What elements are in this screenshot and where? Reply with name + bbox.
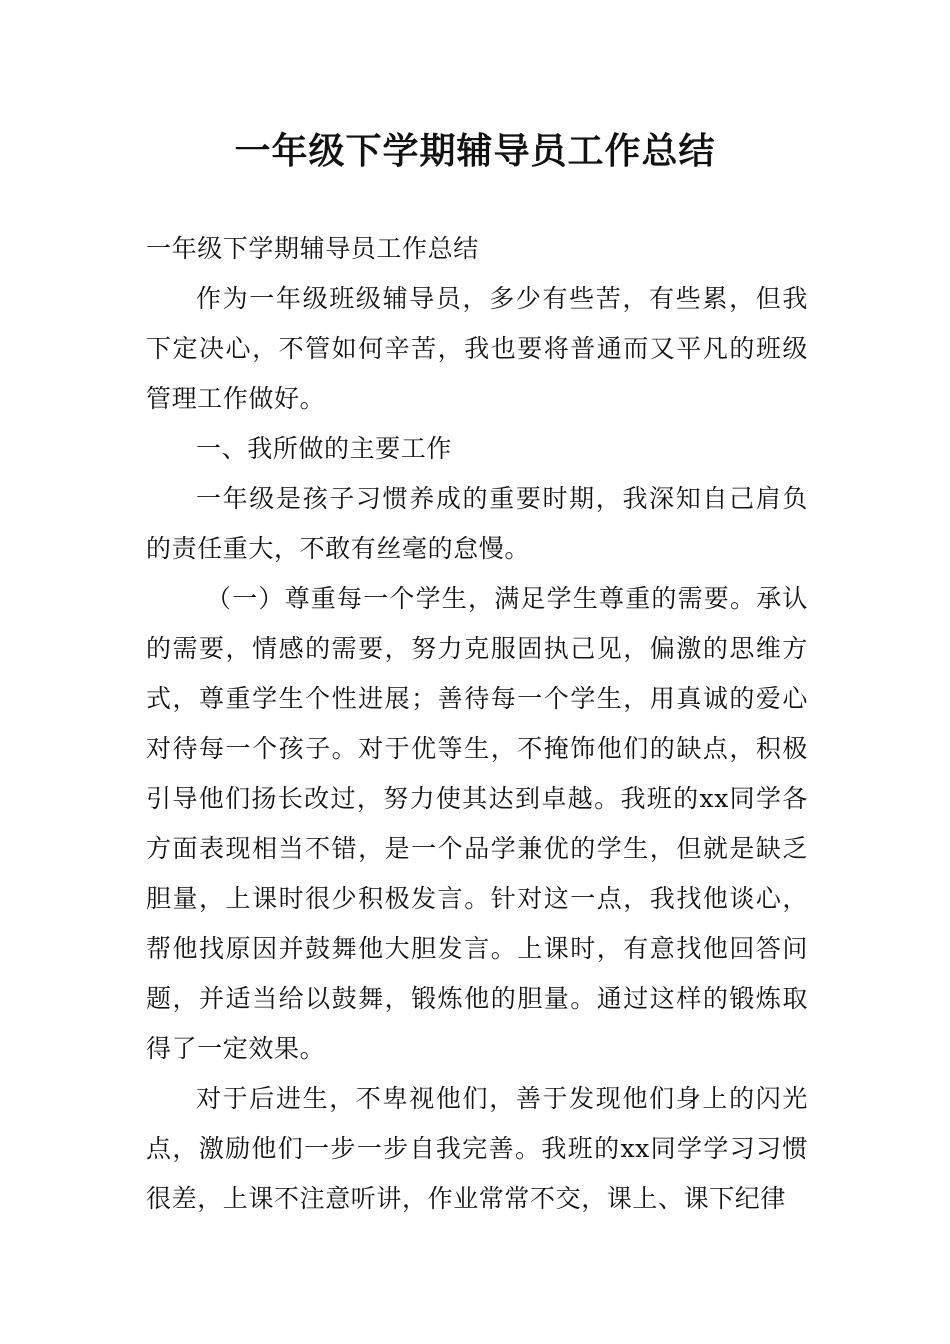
latecomer-paragraph: 对于后进生，不卑视他们，善于发现他们身上的闪光点，激励他们一步一步自我完善。我班的xx同学学习习惯很差，上课不注意听讲，作业常常不交，课上、课下纪律 (146, 1084, 808, 1213)
document-body (146, 224, 808, 1224)
subtitle-paragraph: 一年级下学期辅导员工作总结 (146, 234, 479, 263)
section-heading: 一、我所做的主要工作 (196, 434, 453, 463)
section-intro-paragraph: 一年级是孩子习惯养成的重要时期，我深知自己肩负的责任重大，不敢有丝毫的怠慢。 (146, 484, 808, 563)
subsection-paragraph: （一）尊重每一个学生，满足学生尊重的需要。承认的需要，情感的需要，努力克服固执己见，偏激的思维方式，尊重学生个性进展；善待每一个学生，用真诚的爱心对待每一个孩子。对于优等生，不掩饰他们的缺点，积极引导他们扬长改过，努力使其达到卓越。我班的xx同学各方面表现相当不错，是一个品学兼优的学生，但就是缺乏胆量，上课时很少积极发言。针对这一点，我找他谈心，帮他找原因并鼓舞他大胆发言。上课时，有意找他回答问题，并适当给以鼓舞，锻炼他的胆量。通过这样的锻炼取得了一定效果。 (146, 584, 808, 1063)
document-title: 一年级下学期辅导员工作总结 (234, 131, 716, 172)
intro-paragraph: 作为一年级班级辅导员，多少有些苦，有些累，但我下定决心，不管如何辛苦，我也要将普通而又平凡的班级管理工作做好。 (146, 284, 808, 413)
